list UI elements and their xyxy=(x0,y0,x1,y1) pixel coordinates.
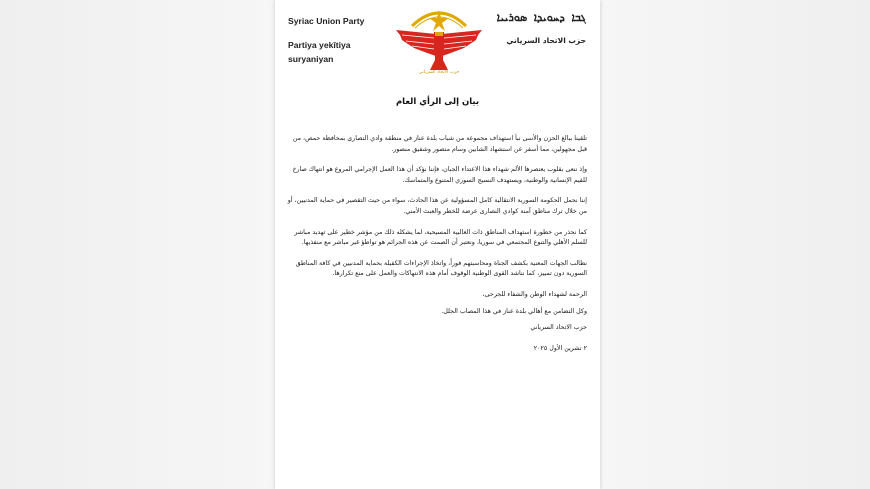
paragraph: نطالب الجهات المعنية بكشف الجناة ومحاسبتهم فوراً، واتخاذ الإجراءات الكفيلة بحماية المدنيين في كافة المناطق السورية دون تمييز، كما نناشد القوى الوطنية الوقوف أمام هذه الانتهاكات والعمل على منع تكرارها. xyxy=(295,259,587,278)
party-name-kurdish-line2: suryaniyan xyxy=(288,54,334,64)
paragraph: كما نحذر من خطورة استهداف المناطق ذات الغالبية المسيحية، لما يشكله ذلك من مؤشر خطير على تهديد مباشر للسلم الأهلي والتنوع المجتمعي في سوريا، ونعتبر أن الصمت عن هذه الجرائم هو تواطؤ غير مباشر مع منفذيها. xyxy=(294,228,587,247)
signature: حزب الاتحاد السرياني xyxy=(530,324,587,332)
party-logo xyxy=(392,4,486,76)
party-name-kurdish-line1: Partiya yekîtiya xyxy=(288,40,351,50)
document-page xyxy=(275,0,600,489)
header-latin-name xyxy=(288,14,388,66)
party-name-english: Syriac Union Party xyxy=(288,16,365,26)
statement-body xyxy=(287,134,587,364)
party-name-syriac: ܓܒܐ ܕܚܘܝܕܐ ܣܘܪܝܝܐ xyxy=(496,11,586,24)
paragraph: وكل التضامن مع أهالي بلدة عناز في هذا المصاب الجلل. xyxy=(441,307,587,315)
paragraph: الرحمة لشهداء الوطن والشفاء للجرحى، xyxy=(482,290,587,298)
party-name-arabic: حزب الاتحاد السرياني xyxy=(506,36,586,45)
backdrop-left xyxy=(0,0,275,489)
backdrop-right xyxy=(595,0,870,489)
paragraph: وإذ ننعى بقلوب يعتصرها الألم شهداء هذا الاعتداء الجبان، فإننا نؤكد أن هذا العمل الإجرامي المروع هو انتهاك صارخ للقيم الإنسانية والوطنية، ويستهدف النسيج السوري المتنوع والمتماسك. xyxy=(292,166,587,184)
header-syriac-arabic-name xyxy=(496,10,586,45)
logo-caption: حزب الاتحاد السرياني xyxy=(418,70,460,75)
statement-date: ٢ تشرين الأول ٢٠٢٥ xyxy=(533,344,587,352)
paragraph: تلقينا ببالغ الحزن والأسى نبأ استهداف مجموعة من شباب بلدة عناز في منطقة وادي النصارى بمحافظة حمص، من قبل مجهولين، مما أسفر عن استشهاد الشابين وسام منصور وشفيق منصور. xyxy=(292,135,587,153)
statement-title: بيان إلى الرأي العام xyxy=(395,97,480,107)
paragraph: إننا نحمل الحكومة السورية الانتقالية كامل المسؤولية عن هذا الحادث، سواء من حيث التقصير في حماية المدنيين، أو من خلال ترك مناطق آمنة كوادي النصارى عرضة للخطر والعبث الأمني. xyxy=(287,197,587,215)
